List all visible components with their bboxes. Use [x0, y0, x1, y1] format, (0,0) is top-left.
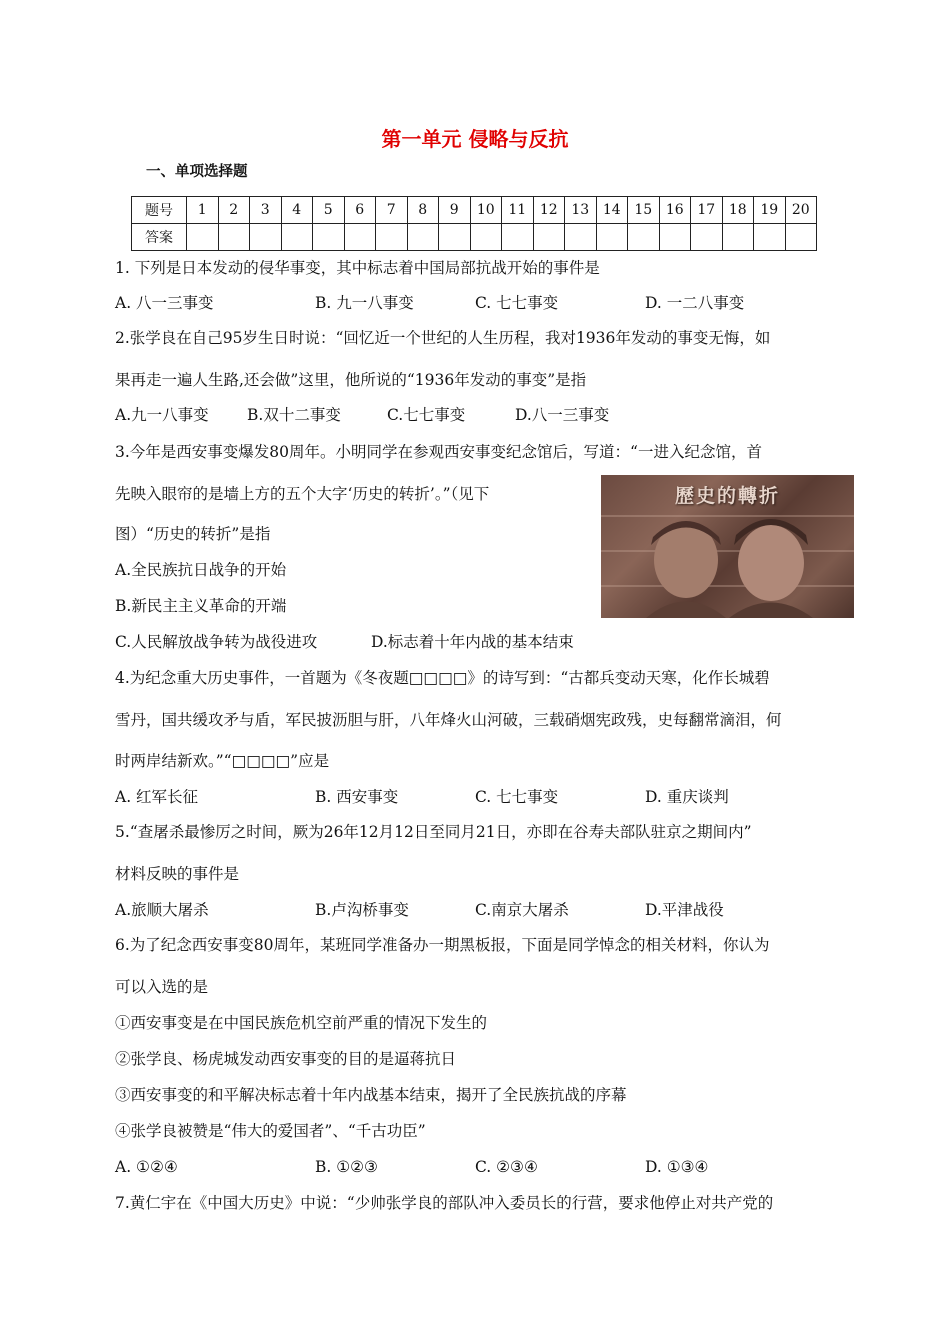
answer-cell[interactable]: [502, 224, 534, 251]
number-row: [132, 197, 817, 224]
answer-cell[interactable]: [218, 224, 250, 251]
question-number: 19: [754, 197, 786, 224]
answer-cell[interactable]: [722, 224, 754, 251]
question-number: 16: [659, 197, 691, 224]
question-2-option-d: D.八一三事变: [515, 406, 610, 424]
answer-cell[interactable]: [565, 224, 597, 251]
question-6-line-2: 可以入选的是: [115, 978, 209, 996]
question-number: 6: [344, 197, 376, 224]
answer-cell[interactable]: [628, 224, 660, 251]
question-6-option-c: C. ②③④: [475, 1158, 538, 1176]
question-6-statement-3: ③西安事变的和平解决标志着十年内战基本结束，揭开了全民族抗战的序幕: [115, 1086, 627, 1104]
question-1-option-d: D. 一二八事变: [645, 294, 745, 312]
question-4-line-1: 4.为纪念重大历史事件，一首题为《冬夜题□□□□》的诗写到：“古都兵变动天寒，化作长城碧: [115, 669, 770, 687]
question-number: 1: [187, 197, 219, 224]
answer-cell[interactable]: [376, 224, 408, 251]
answer-cell[interactable]: [344, 224, 376, 251]
question-number: 12: [533, 197, 565, 224]
question-3-option-c: C.人民解放战争转为战役进攻: [115, 633, 318, 651]
question-5-option-c: C.南京大屠杀: [475, 901, 569, 919]
question-2-option-b: B.双十二事变: [247, 406, 341, 424]
question-number: 15: [628, 197, 660, 224]
page-title: 第一单元 侵略与反抗: [381, 127, 569, 151]
answer-cell[interactable]: [596, 224, 628, 251]
question-number: 13: [565, 197, 597, 224]
question-3-option-b: B.新民主主义革命的开端: [115, 597, 287, 615]
question-number: 7: [376, 197, 408, 224]
question-number: 8: [407, 197, 439, 224]
question-number: 11: [502, 197, 534, 224]
question-6-option-d: D. ①③④: [645, 1158, 709, 1176]
question-number: 5: [313, 197, 345, 224]
question-4-option-b: B. 西安事变: [315, 788, 399, 806]
question-number: 9: [439, 197, 471, 224]
question-5-option-b: B.卢沟桥事变: [315, 901, 409, 919]
question-3-line-3: 图）“历史的转折”是指: [115, 525, 271, 543]
answer-cell[interactable]: [187, 224, 219, 251]
question-1-option-b: B. 九一八事变: [315, 294, 414, 312]
answer-cell[interactable]: [533, 224, 565, 251]
question-6-statement-4: ④张学良被赞是“伟大的爱国者”、“千古功臣”: [115, 1122, 426, 1140]
answer-cell[interactable]: [785, 224, 817, 251]
question-number: 3: [250, 197, 282, 224]
question-5-option-d: D.平津战役: [645, 901, 724, 919]
answer-cell[interactable]: [281, 224, 313, 251]
question-4-line-2: 雪丹，国共缓攻矛与盾，军民披沥胆与肝，八年烽火山河破，三载硝烟宪政残，史每翻常滴泪，何: [115, 711, 782, 729]
question-3-line-1: 3.今年是西安事变爆发80周年。小明同学在参观西安事变纪念馆后，写道：“一进入纪念馆，首: [115, 443, 762, 461]
question-number: 20: [785, 197, 817, 224]
question-6-option-b: B. ①②③: [315, 1158, 378, 1176]
answer-cell[interactable]: [407, 224, 439, 251]
section-heading: 一、单项选择题: [146, 164, 248, 180]
question-3-option-a: A.全民族抗日战争的开始: [115, 561, 287, 579]
question-7-line-1: 7.黄仁宇在《中国大历史》中说：“少帅张学良的部队冲入委员长的行营，要求他停止对共产党的: [115, 1194, 774, 1212]
question-6-line-1: 6.为了纪念西安事变80周年，某班同学准备办一期黑板报，下面是同学悼念的相关材料，你认为: [115, 936, 770, 954]
question-6-option-a: A. ①②④: [115, 1158, 178, 1176]
question-number: 2: [218, 197, 250, 224]
question-4-option-d: D. 重庆谈判: [645, 788, 729, 806]
relief-caption: 歷史的轉折: [674, 485, 780, 507]
question-6-statement-2: ②张学良、杨虎城发动西安事变的目的是逼蒋抗日: [115, 1050, 457, 1068]
answer-row: [132, 224, 817, 251]
answer-cell[interactable]: [470, 224, 502, 251]
answer-cell[interactable]: [439, 224, 471, 251]
memorial-relief-photo: [601, 475, 854, 618]
question-number: 14: [596, 197, 628, 224]
answer-cell[interactable]: [659, 224, 691, 251]
answer-table: [131, 196, 817, 251]
question-1-option-a: A. 八一三事变: [115, 294, 214, 312]
question-2-option-c: C.七七事变: [387, 406, 466, 424]
question-number: 10: [470, 197, 502, 224]
question-2-line-2: 果再走一遍人生路,还会做”这里，他所说的“1936年发动的事变”是指: [115, 371, 587, 389]
question-5-line-1: 5.“查屠杀最惨厉之时间，厥为26年12月12日至同月21日，亦即在谷寿夫部队驻京之期间内”: [115, 823, 752, 841]
question-number: 4: [281, 197, 313, 224]
question-number: 17: [691, 197, 723, 224]
question-3-option-d: D.标志着十年内战的基本结束: [371, 633, 574, 651]
question-3-line-2: 先映入眼帘的是墙上方的五个大字‘历史的转折’。”（见下: [115, 485, 490, 503]
row-label-answer: 答案: [132, 224, 187, 251]
question-1-option-c: C. 七七事变: [475, 294, 559, 312]
question-4-option-c: C. 七七事变: [475, 788, 559, 806]
answer-cell[interactable]: [754, 224, 786, 251]
answer-cell[interactable]: [313, 224, 345, 251]
answer-cell[interactable]: [250, 224, 282, 251]
row-label-number: 题号: [132, 197, 187, 224]
question-4-line-3: 时两岸结新欢。”“□□□□”应是: [115, 752, 330, 770]
question-2-option-a: A.九一八事变: [115, 406, 209, 424]
question-1-stem: 1. 下列是日本发动的侵华事变，其中标志着中国局部抗战开始的事件是: [115, 259, 600, 277]
question-4-option-a: A. 红军长征: [115, 788, 199, 806]
question-5-option-a: A.旅顺大屠杀: [115, 901, 209, 919]
answer-cell[interactable]: [691, 224, 723, 251]
question-number: 18: [722, 197, 754, 224]
question-2-line-1: 2.张学良在自己95岁生日时说：“回忆近一个世纪的人生历程，我对1936年发动的事变无悔，如: [115, 329, 771, 347]
question-5-line-2: 材料反映的事件是: [115, 865, 240, 883]
question-6-statement-1: ①西安事变是在中国民族危机空前严重的情况下发生的: [115, 1014, 488, 1032]
